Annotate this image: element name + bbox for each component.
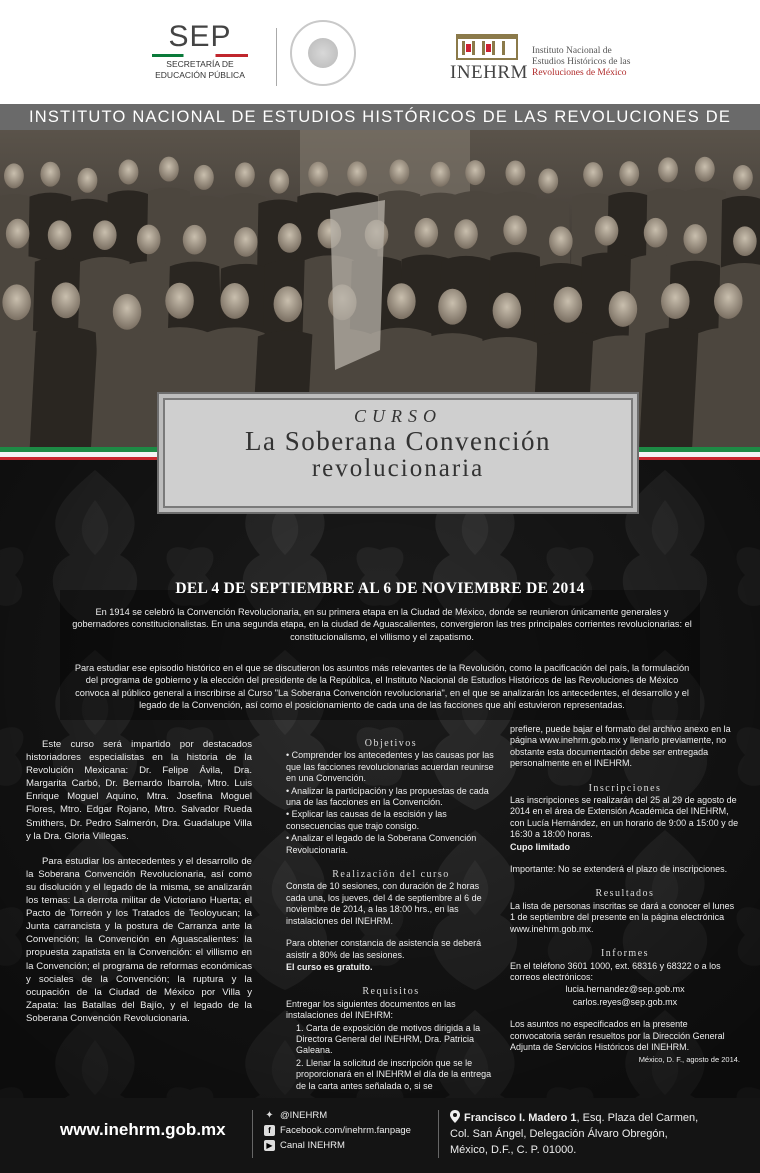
inehrm-sub-line2: Estudios Históricos de las xyxy=(532,57,631,67)
photo-face xyxy=(661,283,690,319)
photo-face xyxy=(554,287,583,323)
address-line1 xyxy=(450,1110,750,1126)
inehrm-logo-subtitle xyxy=(532,46,702,79)
photo-face xyxy=(595,216,619,246)
photo-face xyxy=(415,218,439,248)
map-pin-icon xyxy=(450,1110,460,1123)
photo-face xyxy=(165,283,194,319)
youtube-link[interactable] xyxy=(264,1138,411,1153)
photo-face xyxy=(235,162,255,187)
course-title-line1: La Soberana Convención xyxy=(245,426,551,456)
footer xyxy=(0,1098,760,1173)
gratuito-text: El curso es gratuito. xyxy=(286,961,373,972)
photo-face xyxy=(159,157,179,182)
photo-face xyxy=(454,219,478,249)
address-line3: México, D.F., C. P. 01000. xyxy=(450,1144,577,1156)
course-title-plaque xyxy=(163,398,633,508)
importante-text: Importante: No se extenderá el plazo de inscripciones. xyxy=(510,864,728,875)
photo-face xyxy=(78,168,98,193)
mexican-seal-icon xyxy=(290,20,356,86)
photo-face xyxy=(733,226,757,256)
photo-face xyxy=(389,159,409,184)
photo-face xyxy=(609,291,638,327)
realizacion-heading: Realización del curso xyxy=(332,869,450,881)
photo-face xyxy=(387,283,416,319)
photo-face xyxy=(308,162,328,187)
requisitos-heading: Requisitos xyxy=(362,986,420,998)
photo-face xyxy=(658,157,678,182)
header xyxy=(0,0,760,104)
requisitos-intro: Entregar los siguientes documentos en las instalaciones del INEHRM: xyxy=(286,998,456,1021)
photo-face xyxy=(4,163,24,188)
facebook-url: Facebook.com/inehrm.fanpage xyxy=(280,1125,411,1136)
intro-paragraph-2: Para estudiar ese episodio histórico en el que se discutieron los asuntos más relevantes de la Revolución, como la pacificación del país, la formulación del programa de gobierno y la elección del presidente de la República, el Instituto Nacional de Estudios Históricos de las Revoluciones de México convoca al público general a inscribirse al Curso "La Soberana Convención revolucionaria", en el que se analizarán los antecedentes, el desarrollo y el legado de la Convención, así como el posicionamiento de cada una de las facciones que ahí estuvieron representadas. xyxy=(74,663,690,710)
photo-face xyxy=(183,225,207,255)
asuntos-text: Los asuntos no especificados en la presente convocatoria serán resueltos por la Dirección General Adjunta de Servicios Históricos del INEHRM. xyxy=(510,1019,725,1052)
instructors-paragraph: Este curso será impartido por destacados historiadores especialistas en la historia de la Revolución Mexicana: Dr. Felipe Ávila, Dra. Margarita Carbó, Dr. Bernardo Ibarrola, Mtro. Luis Enrique Moguel Aquino, Mtra. Josefina Moguel Flores, Mtro. Edgar Rojano, Mtro. Salvador Rueda Smithers, Dr. Pedro Salmerón, Dra. Guadalupe Villa y la Dra. Gloria Villegas. xyxy=(26,739,252,842)
photo-face xyxy=(538,168,558,193)
website-link[interactable]: www.inehrm.gob.mx xyxy=(60,1120,226,1139)
address-line2: Col. San Ángel, Delegación Álvaro Obregón, xyxy=(450,1128,668,1140)
photo-face xyxy=(194,165,214,190)
inehrm-sub-line1: Instituto Nacional de xyxy=(532,46,612,56)
sep-logo-line2: EDUCACIÓN PÚBLICA xyxy=(155,70,245,80)
photo-face xyxy=(733,165,753,190)
requisito-item: 1. Carta de exposición de motivos dirigida a la Directora General del INEHRM, Dra. Patricia Galeana. xyxy=(296,1022,481,1056)
address-block xyxy=(450,1110,750,1158)
sep-logo-tricolor xyxy=(152,54,248,57)
photo-face xyxy=(274,286,303,322)
address-corner: , Esq. Plaza del Carmen, xyxy=(576,1112,699,1124)
inehrm-sub-line3: Revoluciones de México xyxy=(532,68,627,78)
constancia-text: Para obtener constancia de asistencia se deberá asistir a 80% de las sesiones. xyxy=(286,938,482,960)
photo-face xyxy=(220,283,249,319)
photo-face xyxy=(40,162,60,187)
photo-face xyxy=(52,282,81,318)
objetivos-heading: Objetivos xyxy=(364,738,418,749)
objective-item: • Comprender los antecedentes y las causas por las que las facciones revolucionarias acuerdan reunirse en una Convención. xyxy=(286,750,494,784)
requisitos-continuation: prefiere, puede bajar el formato del archivo anexo en la página www.inehrm.gob.mx y llenarlo previamente, no obstante esta documentación debe ser entregada personalmente en el INEHRM. xyxy=(510,724,731,769)
sep-logo-name: SEP xyxy=(168,20,232,53)
photo-face xyxy=(93,220,117,250)
objective-item: • Explicar las causas de la escisión y las consecuencias que trajo consigo. xyxy=(286,809,447,831)
course-title-line2: revolucionaria xyxy=(311,455,485,482)
photo-face xyxy=(438,289,467,325)
intro-paragraph-1: En 1914 se celebró la Convención Revolucionaria, en su primera etapa en la Ciudad de México, donde se reunieron únicamente generales y gobernadores constitucionalistas. En una segunda etapa, en la ciudad de Aguascalientes, convergieron las tres principales corrientes revolucionarias: el constitucionalismo, el villismo y el zapatismo. xyxy=(72,607,692,642)
objective-item: • Analizar la participación y las propuestas de cada una de las facciones en la Convención. xyxy=(286,785,489,808)
photo-face xyxy=(714,283,743,319)
column-instructors xyxy=(26,738,252,1037)
photo-face xyxy=(430,162,450,187)
facebook-icon: f xyxy=(264,1125,275,1136)
photo-face xyxy=(695,157,715,182)
realizacion-text: Consta de 10 sesiones, con duración de 2 horas cada una, los jueves, del 4 de septiembre al 6 de noviembre de 2014, a las 18:00 hrs., en las instalaciones del INEHRM. xyxy=(286,881,482,926)
footer-divider xyxy=(252,1110,253,1158)
sep-logo xyxy=(130,22,270,81)
photo-face xyxy=(2,284,31,320)
footer-divider xyxy=(438,1110,439,1158)
photo-face xyxy=(278,223,302,253)
twitter-handle: @INEHRM xyxy=(280,1110,328,1121)
photo-face xyxy=(6,219,30,249)
youtube-icon: ▶ xyxy=(264,1140,275,1151)
sep-logo-line1: SECRETARÍA DE xyxy=(166,59,234,69)
address-street: Francisco I. Madero 1 xyxy=(464,1112,577,1124)
course-label: CURSO xyxy=(354,406,442,426)
photo-face xyxy=(234,227,258,257)
twitter-link[interactable] xyxy=(264,1108,411,1123)
objective-item: • Analizar el legado de la Soberana Convención Revolucionaria. xyxy=(286,833,477,855)
photo-face xyxy=(683,224,707,254)
inscripciones-text: Las inscripciones se realizarán del 25 al 29 de agosto de 2014 en el área de Extensión Académica del INEHRM, con Lucía Hernández, en un horario de 9:00 a 15:00 y de 16:30 a 18:00 horas. xyxy=(510,795,739,840)
photo-face xyxy=(493,293,522,329)
column-objectives xyxy=(286,736,496,1093)
institute-banner: INSTITUTO NACIONAL DE ESTUDIOS HISTÓRICOS DE LAS REVOLUCIONES DE xyxy=(0,104,760,130)
header-divider xyxy=(276,28,277,86)
inscripciones-heading: Inscripciones xyxy=(588,782,662,794)
informes-text: En el teléfono 3601 1000, ext. 68316 y 68322 o a los correos electrónicos: xyxy=(510,960,721,982)
resultados-heading: Resultados xyxy=(595,888,655,900)
topics-paragraph: Para estudiar los antecedentes y el desarrollo de la Soberana Convención Revolucionaria, así como su disolución y el legado de la misma, se analizarán los temas: La derrota militar de Victoriano Huerta; el Pacto de Torreón y los Tratados de Teoloyucan; la Junta carrancista y la postura de Carranza ante la Convención; la Convención en Aguascalientes: la propuesta zapatista en la Convención: el villismo en la Convención; el programa de reformas económicas y sociales de la Convención; la ruptura y la ocupación de la Ciudad de México por Villa y Zapata: las Batallas del Bajío, y el legado de la Soberana Convención Revolucionaria. xyxy=(26,855,252,1024)
course-dates: DEL 4 DE SEPTIEMBRE AL 6 DE NOVIEMBRE DE 2014 xyxy=(175,580,585,597)
youtube-channel: Canal INEHRM xyxy=(280,1140,345,1151)
requisito-item: 2. Llenar la solicitud de inscripción que se le proporcionará en el INEHRM el día de la entrega de la carta antes señalada o, si se xyxy=(296,1057,492,1091)
photo-face xyxy=(503,215,527,245)
photo-face xyxy=(48,220,72,250)
building-icon xyxy=(456,34,518,60)
column-registration xyxy=(510,724,740,1067)
photo-face xyxy=(137,225,161,255)
photo-face xyxy=(505,160,525,185)
photo-face xyxy=(549,226,573,256)
email-carlos[interactable]: carlos.reyes@sep.gob.mx xyxy=(572,996,678,1007)
photo-face xyxy=(465,160,485,185)
inehrm-logo-name: INEHRM xyxy=(450,62,528,83)
photo-face xyxy=(347,161,367,186)
resultados-text: La lista de personas inscritas se dará a conocer el lunes 1 de septiembre del presente en la página electrónica www.inehrm.gob.mx. xyxy=(510,900,735,934)
photo-figure xyxy=(691,327,760,460)
cupo-text: Cupo limitado xyxy=(510,841,570,852)
photo-face xyxy=(119,160,139,185)
twitter-icon: ✦ xyxy=(265,1110,274,1121)
email-lucia[interactable]: lucia.hernandez@sep.gob.mx xyxy=(565,984,685,995)
facebook-link[interactable] xyxy=(264,1123,411,1138)
photo-face xyxy=(644,218,668,248)
photo-face xyxy=(269,169,289,194)
photo-face xyxy=(619,161,639,186)
issue-date: México, D. F., agosto de 2014. xyxy=(638,1055,740,1065)
social-links xyxy=(264,1108,411,1153)
informes-heading: Informes xyxy=(600,948,650,960)
photo-face xyxy=(583,162,603,187)
photo-face xyxy=(113,294,142,330)
